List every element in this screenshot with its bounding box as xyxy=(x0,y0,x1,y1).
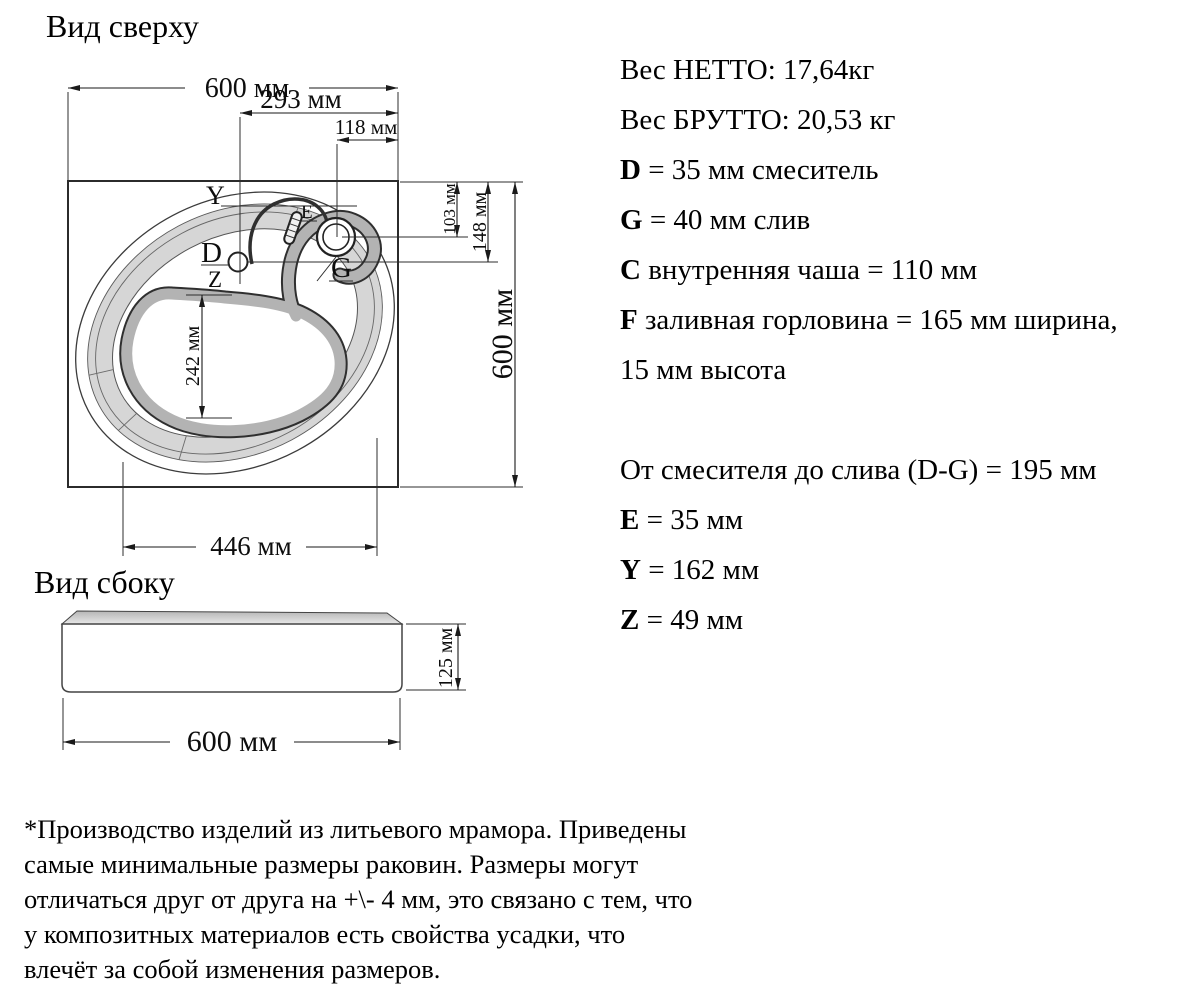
dim-width-118: 118 мм xyxy=(334,115,398,139)
footnote xyxy=(24,812,692,987)
spec-line: C внутренняя чаша = 110 мм xyxy=(620,254,978,286)
label-E: E xyxy=(301,202,313,223)
label-Y: Y xyxy=(206,181,225,210)
top-view-drawing xyxy=(26,73,523,561)
footnote-line: отличаться друг от друга на +\- 4 мм, это связано с тем, что xyxy=(24,884,693,914)
spec-line: Y = 162 мм xyxy=(620,554,760,586)
top-view-title: Вид сверху xyxy=(46,8,199,44)
label-D: D xyxy=(201,237,222,269)
specs-panel xyxy=(620,45,1118,645)
faucet-hole-circle xyxy=(229,253,248,272)
footnote-line: самые минимальные размеры раковин. Размеры могут xyxy=(24,849,639,879)
spec-line: E = 35 мм xyxy=(620,504,744,536)
dim-width-293: 293 мм xyxy=(260,84,342,114)
footnote-line: влечёт за собой изменения размеров. xyxy=(24,954,441,984)
spec-line: Z = 49 мм xyxy=(620,604,744,636)
footnote-line: у композитных материалов есть свойства усадки, что xyxy=(24,919,626,949)
label-Z: Z xyxy=(208,267,223,292)
side-view-title: Вид сбоку xyxy=(34,564,175,600)
spec-line: От смесителя до слива (D-G) = 195 мм xyxy=(620,454,1097,486)
bowl-wall-band xyxy=(127,294,340,431)
dim-bowl-446: 446 мм xyxy=(210,531,292,561)
spec-line: Вес БРУТТО: 20,53 кг xyxy=(620,104,896,136)
dim-height-600-right: 600 мм xyxy=(486,288,519,380)
spec-line: F заливная горловина = 165 мм ширина, xyxy=(620,304,1118,336)
spec-line xyxy=(620,395,1118,445)
side-top-band xyxy=(62,611,402,624)
footnote-line: *Производство изделий из литьевого мрамора. Приведены xyxy=(24,814,687,844)
spec-line: D = 35 мм смеситель xyxy=(620,154,879,186)
dim-inner-242: 242 мм xyxy=(182,325,204,387)
dim-height-103: 103 мм xyxy=(440,183,459,235)
dim-width-600-top: 600 мм xyxy=(204,73,290,104)
dim-side-125: 125 мм xyxy=(435,627,457,689)
spec-line: G = 40 мм слив xyxy=(620,204,811,236)
label-G: G xyxy=(331,252,352,284)
side-body xyxy=(62,624,402,692)
spec-line: Вес НЕТТО: 17,64кг xyxy=(620,54,875,86)
dim-height-148: 148 мм xyxy=(469,191,491,253)
spec-line: 15 мм высота xyxy=(620,354,787,386)
dim-side-600: 600 мм xyxy=(186,725,278,758)
side-view-drawing xyxy=(62,611,466,758)
